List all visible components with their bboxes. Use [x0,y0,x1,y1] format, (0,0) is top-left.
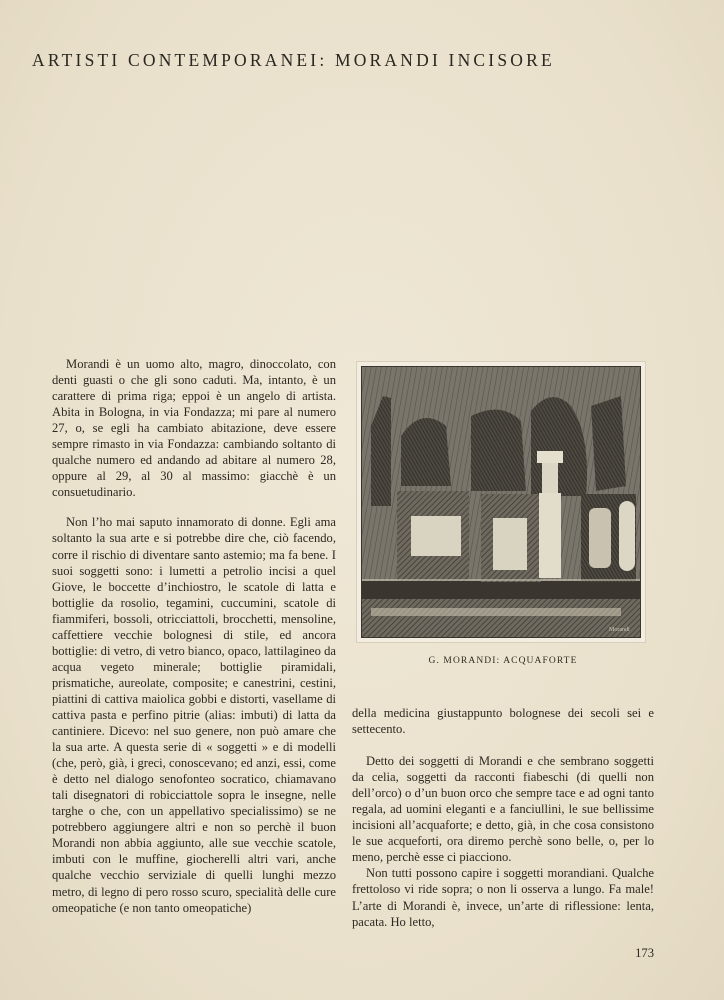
right-text-column [352,705,654,930]
paragraph: Non tutti possono capire i soggetti morandiani. Qualche frettoloso vi ride sopra; o non li osserva a lungo. Fa male! L’arte di Morandi è, invece, un’arte di riflessione: lenta, pacata. Ho letto, [352,866,654,929]
left-text-column [52,356,336,916]
etching-image [361,366,641,638]
etching-illustration [356,361,646,643]
running-header: ARTISTI CONTEMPORANEI: MORANDI INCISORE [32,50,555,70]
artist-signature: Morandi [609,627,630,633]
paragraph: Detto dei soggetti di Morandi e che sembrano soggetti da celia, soggetti da racconti fiabeschi (di quelli non dell’orco) o d’un buon orco che sempre tace e ad ogni tanto regala, ad uomini eleganti e a fanciullini, le sue bellissime incisioni all’acquaforte; e detto, già, in che cosa consistono le sue acqueforti, ora diremo perchè sono belle, o, per lo meno, perchè esse ci piacciono. [352,754,654,865]
paragraph: Morandi è un uomo alto, magro, dinoccolato, con denti guasti o che gli sono caduti. Ma, intanto, è un carattere di prima riga; eppoi è un angelo di artista. Abita in Bologna, in via Fondazza; mi pare al numero 27, o, se egli ha cambiato abitazione, deve essere sempre rimasto in via Fondazza: cambiando soltanto di qualche numero ed andando ad abitare al numero 28, oppure al 29, al 30 al massimo: giacchè è un consuetudinario. [52,357,336,500]
paragraph: Non l’ho mai saputo innamorato di donne. Egli ama soltanto la sua arte e si potrebbe dire che, ciò facendo, corre il rischio di diventare santo astemio; ma fa bene. I suoi soggetti sono: i lumetti a petrolio incisi a quel Giove, le boccette d’inchiostro, le scatole di latta e bottiglie da rosolio, tegamini, cuccumini, scatole di fiammiferi, bossoli, otricciattoli, brocchetti, mensoline, caffettiere vecchie bolognesi di stile, ed ancora bottiglie: di vetro, di vetro bianco, opaco, lattilagineo da acqua vegeto minerale; bottiglie piramidali, prismatiche, aureolate, composite; e canestrini, cestini, piattini di cattiva maiolica gobbi e distorti, vasellame di cattiva pasta e perfino pitrie (alias: imbuti) di latta da cantiniere. Dicevo: nel suo genere, non può amare che la sua arte. A questa serie di « soggetti » e di modelli (che, però, già, i greci, conoscevano; ed anzi, essi, come è detto nel dialogo senofonteo socratico, chiamavano tali disegnatori di robicciattole sopra le insegne, nelle targhe o che, con un appellativo specialissimo) se ne potrebbero aggiungere altri e non so perchè il buon Morandi non abbia aggiunto, alle sue vecchie scatole, imbuti con le muffine, giocherelli altri vari, anche qualche vecchio serviziale di quelli lunghi mezzo metro, di legno di pero rosso scuro, specialità delle cure omeopatiche (e non tanto omeopatiche) [52,515,336,915]
page-number: 173 [635,946,654,960]
figure-caption: G. MORANDI: ACQUAFORTE [428,656,578,666]
paragraph-continuation: della medicina giustappunto bolognese dei secoli sei e settecento. [352,706,654,737]
